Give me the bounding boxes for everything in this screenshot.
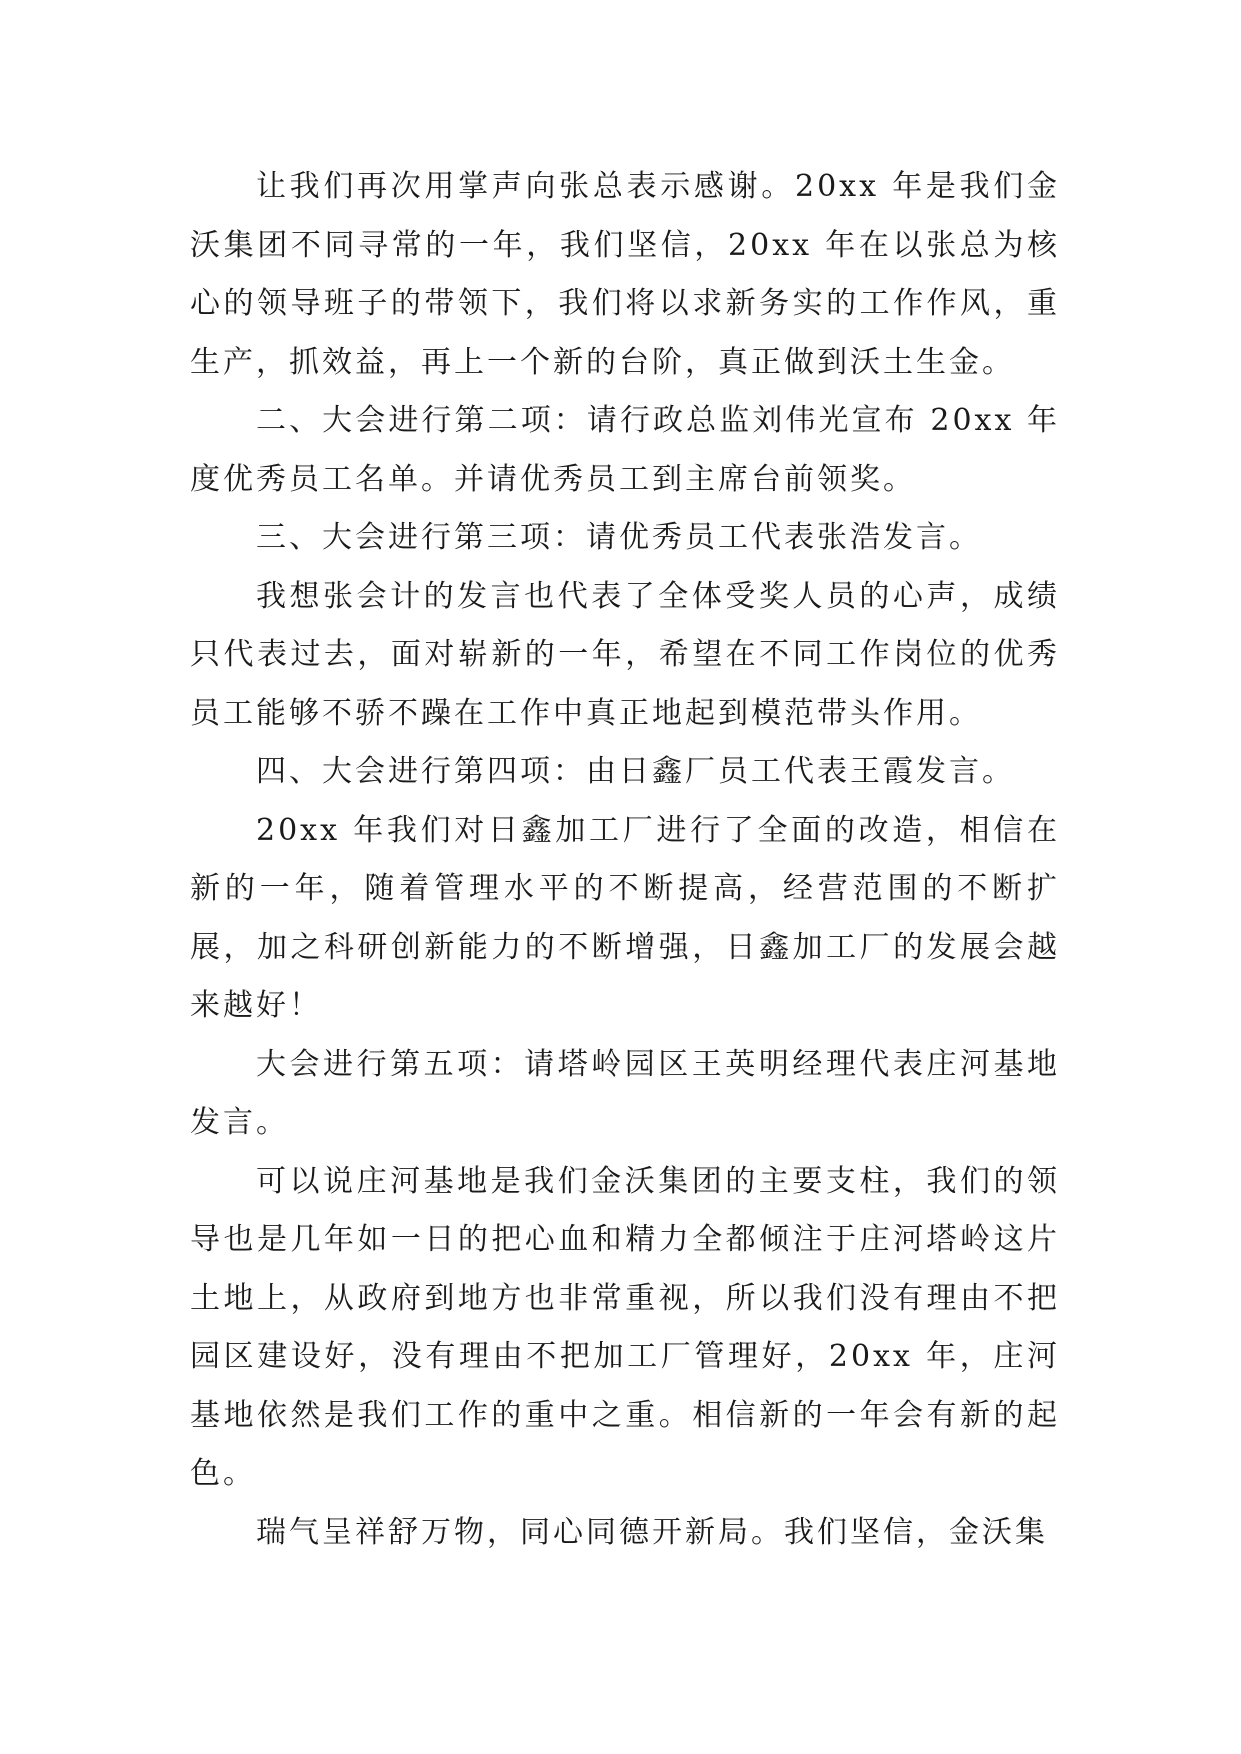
- document-body: [190, 158, 1060, 1562]
- paragraph-5: 四、大会进行第四项：由日鑫厂员工代表王霞发言。: [256, 754, 1015, 789]
- paragraph-8: 可以说庄河基地是我们金沃集团的主要支柱，我们的领导也是几年如一日的把心血和精力全都倾注于庄河塔岭这片土地上，从政府到地方也非常重视，所以我们没有理由不把园区建设好，没有理由不把加工厂管理好，20xx 年，庄河基地依然是我们工作的重中之重。相信新的一年会有新的起色。: [190, 1163, 1060, 1491]
- paragraph-1: 让我们再次用掌声向张总表示感谢。20xx 年是我们金沃集团不同寻常的一年，我们坚信，20xx 年在以张总为核心的领导班子的带领下，我们将以求新务实的工作作风，重生产，抓效益，再上一个新的台阶，真正做到沃土生金。: [190, 169, 1060, 380]
- paragraph-3: 三、大会进行第三项：请优秀员工代表张浩发言。: [256, 520, 982, 555]
- paragraph-2: 二、大会进行第二项：请行政总监刘伟光宣布 20xx 年度优秀员工名单。并请优秀员工到主席台前领奖。: [190, 403, 1060, 497]
- paragraph-6: 20xx 年我们对日鑫加工厂进行了全面的改造，相信在新的一年，随着管理水平的不断提高，经营范围的不断扩展，加之科研创新能力的不断增强，日鑫加工厂的发展会越来越好！: [190, 812, 1060, 1023]
- paragraph-4: 我想张会计的发言也代表了全体受奖人员的心声，成绩只代表过去，面对崭新的一年，希望在不同工作岗位的优秀员工能够不骄不躁在工作中真正地起到模范带头作用。: [190, 578, 1060, 731]
- paragraph-9: 瑞气呈祥舒万物，同心同德开新局。我们坚信，金沃集: [256, 1514, 1048, 1550]
- paragraph-7: 大会进行第五项：请塔岭园区王英明经理代表庄河基地发言。: [190, 1046, 1060, 1140]
